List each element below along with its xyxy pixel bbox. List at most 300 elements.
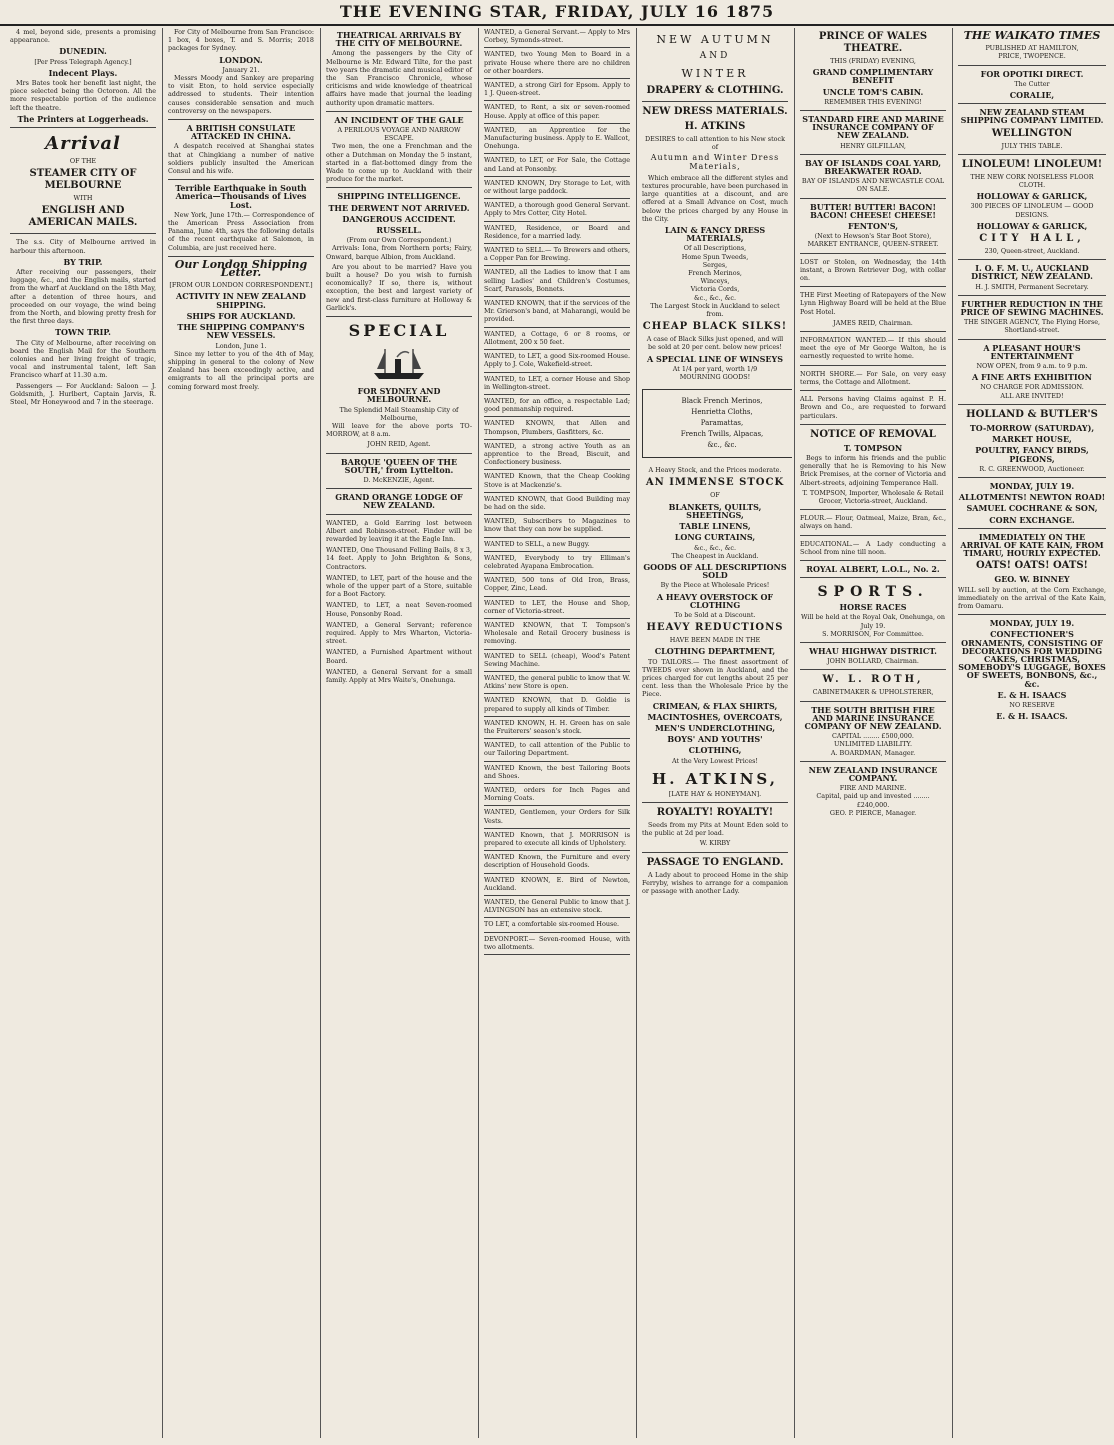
ad-text: 230, Queen-street, Auckland. bbox=[984, 247, 1080, 256]
divider bbox=[484, 123, 630, 124]
ad-heading: BUTTER! BUTTER! BACON! BACON! CHEESE! CHEESE! bbox=[810, 201, 936, 220]
ad-heading: NOTICE OF REMOVAL bbox=[810, 428, 936, 440]
ad-heading: NEW DRESS MATERIALS. bbox=[642, 106, 788, 117]
ad-heading: LINOLEUM! LINOLEUM! bbox=[961, 158, 1103, 170]
ad-text: MOURNING GOODS! bbox=[679, 373, 751, 382]
heading: Terrible Earthquake in South America—Thousands of Lives Lost. bbox=[175, 183, 307, 210]
ad-heading: POULTRY, FANCY BIRDS, PIGEONS, bbox=[975, 445, 1089, 464]
divider bbox=[484, 198, 630, 199]
wanted-ad: WANTED to SELL.— To Brewers and others, a Copper Pan for Brewing. bbox=[484, 246, 630, 263]
ad-text: [LATE HAY & HONEYMAN]. bbox=[668, 789, 762, 798]
paragraph: A Lady about to proceed Home in the ship Ferryby, wishes to arrange for a companion or passage with another Lady. bbox=[642, 870, 788, 895]
wanted-ad: WANTED Known, the best Tailoring Boots and Shoes. bbox=[484, 763, 630, 780]
agent: JOHN REID, Agent. bbox=[367, 440, 431, 449]
subheading: OF THE bbox=[69, 157, 97, 166]
column-rule bbox=[794, 28, 795, 1438]
wanted-ad: WANTED, Residence, or Board and Residence, for a married lady. bbox=[484, 223, 630, 240]
divider bbox=[800, 642, 946, 643]
paragraph: Since my letter to you of the 4th of May, shipping in general to the colony of New Zealand has been exceedingly active, and emigrants to all the principal ports are coming forward most freely. bbox=[168, 349, 314, 391]
ad-heading: ROYALTY! ROYALTY! bbox=[656, 806, 774, 818]
divider bbox=[484, 895, 630, 896]
wanted-ad: WANTED, to LET, a corner House and Shop in Wellington-street. bbox=[484, 374, 630, 391]
mails-heading: ENGLISH AND AMERICAN MAILS. bbox=[28, 205, 138, 229]
divider bbox=[484, 47, 630, 48]
heading: The Printers at Loggerheads. bbox=[17, 113, 149, 124]
ad-text: The Largest Stock in Auckland to select from. bbox=[650, 301, 780, 319]
divider bbox=[484, 176, 630, 177]
wanted-ad: WANTED KNOWN, E. Bird of Newton, Auckland. bbox=[484, 875, 630, 892]
column-4 bbox=[480, 28, 634, 1438]
wanted-ad: WANTED to LET, the House and Shop, corner of Victoria-street. bbox=[484, 598, 630, 615]
wanted-ad: WANTED KNOWN, Dry Storage to Let, with or without large paddock. bbox=[484, 178, 630, 196]
ad-heading: CLOTHING, bbox=[688, 745, 742, 756]
ad-heading: HOLLOWAY & GARLICK, bbox=[976, 191, 1088, 202]
column-rule bbox=[162, 28, 163, 1438]
ad-heading: CONFECTIONER'S ORNAMENTS, CONSISTING OF DECORATIONS FOR WEDDING CAKES, CHRISTMAS, SOMEBODY'S LUGGAGE, BOXES OF SWEETS, BONBONS, &c., &c. bbox=[958, 629, 1106, 689]
ad-text: Home Spun Tweeds, bbox=[681, 252, 749, 261]
ad-heading: A HEAVY OVERSTOCK OF CLOTHING bbox=[656, 591, 774, 610]
divider bbox=[484, 100, 630, 101]
ad-text: Will be held at the Royal Oak, Onehunga, on July 19. bbox=[800, 613, 946, 630]
divider bbox=[958, 477, 1106, 478]
column-rule bbox=[478, 28, 479, 1438]
divider bbox=[326, 453, 472, 454]
paragraph: New York, June 17th.— Correspondence of the American Press Association from Panama, June 4th, says the following details of the recent earthquake at Salomon, in Columbia, are just received here. bbox=[168, 210, 314, 252]
divider bbox=[484, 349, 630, 350]
special-heading: SPECIAL bbox=[348, 321, 450, 341]
ad-text: NO CHARGE FOR ADMISSION. bbox=[980, 383, 1084, 392]
divider bbox=[484, 78, 630, 79]
ad-heading: FURTHER REDUCTION IN THE PRICE OF SEWING MACHINES. bbox=[960, 298, 1104, 318]
divider bbox=[958, 404, 1106, 405]
ad-text: S. MORRISON, For Committee. bbox=[822, 629, 924, 638]
divider bbox=[484, 917, 630, 918]
column-rule bbox=[320, 28, 321, 1438]
column-rule bbox=[952, 28, 953, 1438]
wanted-ad: WANTED, a strong active Youth as an apprentice to the Bread, Biscuit, and Confectionery business. bbox=[484, 441, 630, 467]
column-5 bbox=[638, 28, 792, 1438]
wanted-ad: WANTED KNOWN, that Good Building may be had on the side. bbox=[484, 494, 630, 511]
classified-ad: WANTED, a Gold Earring lost between Albert and Robinson-street. Finder will be rewarded by leaving it at the Eagle Inn. bbox=[326, 518, 472, 543]
wanted-ad: WANTED KNOWN, that Allen and Thompson, Plumbers, Gasfitters, &c. bbox=[484, 419, 630, 436]
column-7 bbox=[954, 28, 1110, 1438]
heading: AN INCIDENT OF THE GALE bbox=[334, 114, 464, 125]
dateline: London, June 1. bbox=[215, 341, 267, 350]
classified-ad: EDUCATIONAL.— A Lady conducting a School from nine till noon. bbox=[800, 539, 946, 556]
mourning-item: French Twills, Alpacas, bbox=[680, 430, 764, 439]
ad-text: &c., &c., &c. bbox=[693, 293, 737, 302]
mourning-item: Paramattas, bbox=[700, 419, 744, 428]
divider bbox=[484, 243, 630, 244]
heading: THEATRICAL ARRIVALS BY THE CITY OF MELBOURNE. bbox=[335, 30, 463, 49]
divider bbox=[484, 221, 630, 222]
divider bbox=[484, 394, 630, 395]
divider bbox=[484, 761, 630, 762]
subheading: A PERILOUS VOYAGE AND NARROW ESCAPE. bbox=[337, 126, 461, 143]
ad-text: Capital, paid up and invested ........ £240,000. bbox=[816, 792, 930, 809]
ad-text: NO RESERVE bbox=[1009, 700, 1055, 709]
wanted-ad: WANTED, for an office, a respectable Lad; good penmanship required. bbox=[484, 396, 630, 414]
merchant-name: H. ATKINS, bbox=[652, 769, 778, 788]
divider bbox=[484, 416, 630, 417]
heading: FOR SYDNEY AND MELBOURNE. bbox=[357, 386, 441, 405]
heading: SHIPS FOR AUCKLAND. bbox=[186, 310, 296, 321]
ad-heading: PRINCE OF WALES THEATRE. bbox=[818, 31, 928, 54]
ad-text: Of all Descriptions, bbox=[683, 244, 747, 253]
arrival-heading: Arrival bbox=[45, 133, 121, 155]
ad-heading: E. & H. ISAACS. bbox=[996, 711, 1068, 722]
wanted-ad: WANTED, the general public to know that W. Atkins' new Store is open. bbox=[484, 673, 630, 691]
wanted-ad: WANTED, to Rent, a six or seven-roomed House. Apply at office of this paper. bbox=[484, 103, 630, 120]
ad-heading: THE WAIKATO TIMES bbox=[963, 29, 1101, 42]
paragraph: Are you about to be married? Have you built a house? Do you wish to furnish economically? If so, there is, without exception, the best and largest variety of new and first-class furniture at Holloway & Garlick's. bbox=[326, 262, 472, 312]
divider bbox=[800, 390, 946, 391]
ad-text: PRICE, TWOPENCE. bbox=[998, 52, 1066, 61]
divider bbox=[484, 551, 630, 552]
divider bbox=[326, 316, 472, 317]
ad-heading: AND bbox=[699, 51, 731, 61]
heading: TOWN TRIP. bbox=[55, 327, 111, 338]
ad-heading: PASSAGE TO ENGLAND. bbox=[646, 856, 784, 868]
heading: BARQUE 'QUEEN OF THE SOUTH,' from Lyttelton. bbox=[340, 456, 458, 475]
wanted-ad: WANTED, orders for Inch Pages and Morning Coats. bbox=[484, 786, 630, 803]
ad-heading: HOLLAND & BUTLER'S bbox=[966, 408, 1098, 420]
divider bbox=[958, 65, 1106, 66]
ad-heading: AN IMMENSE STOCK bbox=[645, 477, 785, 489]
column-rule bbox=[636, 28, 637, 1438]
ad-text: To be Sold at a Discount. bbox=[674, 610, 756, 619]
subheading: (From our Own Correspondent.) bbox=[346, 236, 452, 245]
classified-ad: FLOUR.— Flour, Oatmeal, Maize, Bran, &c., always on hand. bbox=[800, 514, 946, 531]
column-3 bbox=[322, 28, 476, 1438]
ad-text: Winceys, bbox=[700, 277, 730, 286]
wanted-ad: WANTED, a thorough good General Servant. Apply to Mrs Cotter, City Hotel. bbox=[484, 201, 630, 218]
heading: ACTIVITY IN NEW ZEALAND SHIPPING. bbox=[176, 291, 306, 310]
divider bbox=[642, 802, 788, 803]
ad-heading: STANDARD FIRE AND MARINE INSURANCE COMPANY OF NEW ZEALAND. bbox=[802, 114, 944, 141]
wanted-ad: WANTED to SELL, a new Buggy. bbox=[484, 539, 590, 548]
wanted-ad: WANTED, Gentlemen, your Orders for Silk Vests. bbox=[484, 808, 630, 825]
divider bbox=[958, 339, 1106, 340]
wanted-ad: WANTED Known, the Furniture and every description of Household Goods. bbox=[484, 853, 630, 870]
divider bbox=[484, 296, 630, 297]
wanted-ad: WANTED, to LET, or For Sale, the Cottage and Land at Ponsonby. bbox=[484, 156, 630, 173]
divider bbox=[800, 577, 946, 578]
ad-heading: IMMEDIATELY ON THE ARRIVAL OF KATE KAIN, FROM TIMARU, HOURLY EXPECTED. bbox=[960, 531, 1104, 559]
paragraph: TO TAILORS.— The finest assortment of TWEEDS ever shown in Auckland, and the prices charged for cut lengths about 25 per cent. less than the Wholesale Price by the Piece. bbox=[642, 657, 788, 699]
ad-heading: FENTON'S, bbox=[847, 221, 899, 232]
heading: DUNEDIN. bbox=[59, 46, 107, 57]
ad-heading: A SPECIAL LINE OF WINSEYS bbox=[646, 353, 783, 364]
wanted-ad: TO LET, a comfortable six-roomed House. bbox=[484, 920, 620, 929]
divider bbox=[168, 256, 314, 257]
ad-heading: WINTER bbox=[681, 67, 749, 80]
classified-ad: LOST or Stolen, on Wednesday, the 14th instant, a Brown Retriever Dog, with collar on. bbox=[800, 257, 946, 283]
ad-text: At 1/4 per yard, worth 1/9 bbox=[672, 364, 758, 373]
ad-text: A. BOARDMAN, Manager. bbox=[830, 748, 916, 757]
ad-heading: WHAU HIGHWAY DISTRICT. bbox=[809, 645, 937, 656]
divider bbox=[326, 488, 472, 489]
heading: Indecent Plays. bbox=[48, 67, 118, 78]
divider bbox=[484, 932, 630, 933]
divider bbox=[800, 669, 946, 670]
classified-ad: WANTED, a General Servant for a small family. Apply at Mrs Waite's, Onehunga. bbox=[326, 667, 472, 684]
wanted-ad: DEVONPORT.— Seven-roomed House, with two allotments. bbox=[484, 934, 630, 951]
ad-text: UNLIMITED LIABILITY. bbox=[834, 740, 912, 749]
ad-heading: SPORTS. bbox=[817, 584, 929, 601]
ad-heading: MARKET HOUSE, bbox=[992, 434, 1072, 445]
divider bbox=[484, 618, 630, 619]
paragraph: After receiving our passengers, their luggage, &c., and the English mails, started from the wharf at Auckland on the 18th May, after a detention of three hours, and proceeded on our voyage, the wind being from the North, and blowing pretty fresh for the first three days. bbox=[10, 268, 156, 326]
divider bbox=[484, 492, 630, 493]
ad-text: A case of Black Silks just opened, and will be sold at 20 per cent. below new prices! bbox=[646, 335, 784, 352]
column-1 bbox=[6, 28, 160, 1438]
heading: BY TRIP. bbox=[63, 256, 103, 267]
paragraph: Will leave for the above ports TO-MORROW, at 8 a.m. bbox=[326, 421, 472, 439]
classified-ad: WILL sell by auction, at the Corn Exchange, immediately on the arrival of the Kate Kain, from Oamaru. bbox=[958, 585, 1106, 610]
ad-text: W. KIRBY bbox=[699, 839, 731, 848]
ad-text: CAPITAL ........ £500,000. bbox=[832, 732, 914, 741]
wanted-ad: WANTED Known, that the Cheap Cooking Stove is at Mackenzie's. bbox=[484, 472, 630, 489]
divider bbox=[484, 671, 630, 672]
divider bbox=[168, 179, 314, 180]
ad-heading: TABLE LINENS, bbox=[679, 521, 751, 532]
wanted-ad: WANTED, a Cottage, 6 or 8 rooms, or Allotment, 200 x 50 feet. bbox=[484, 329, 630, 346]
ad-heading: MONDAY, JULY 19. bbox=[989, 480, 1075, 491]
wanted-ad: WANTED, an Apprentice for the Manufacturing business. Apply to E. Wallcot, Onehunga. bbox=[484, 125, 631, 151]
ad-heading: MACINTOSHES, OVERCOATS, bbox=[647, 711, 783, 722]
ad-text: HAVE BEEN MADE IN THE bbox=[669, 636, 761, 645]
wanted-ad: WANTED, Subscribers to Magazines to know that they can now be supplied. bbox=[484, 517, 630, 534]
ad-text: Victoria Cords, bbox=[690, 285, 740, 294]
ad-heading: NEW ZEALAND INSURANCE COMPANY. bbox=[808, 764, 938, 783]
ad-heading: A PLEASANT HOUR'S ENTERTAINMENT bbox=[983, 342, 1081, 361]
paragraph: The City of Melbourne, after receiving on board the English Mail for the Southern colonies and her living freight of tragic, vocal and instrumental talent, left San Francisco wharf at 11.30 a.m. bbox=[10, 338, 156, 380]
ad-heading: GRAND COMPLIMENTARY BENEFIT bbox=[812, 67, 934, 86]
classified-ad: NORTH SHORE.— For Sale, on very easy terms, the Cottage and Allotment. bbox=[800, 369, 946, 386]
mourning-goods-box bbox=[642, 389, 792, 458]
divider bbox=[484, 954, 630, 955]
ad-text: R. C. GREENWOOD, Auctioneer. bbox=[979, 464, 1085, 473]
ad-heading: DRAPERY & CLOTHING. bbox=[646, 85, 784, 96]
wanted-ad: WANTED, Everybody to try Elliman's celebrated Ayapana Embrocation. bbox=[484, 553, 630, 570]
wanted-ad: WANTED KNOWN, that if the services of the Mr. Grierson's band, at Maharangi, would be provided. bbox=[484, 299, 630, 324]
ad-heading: NEW ZEALAND STEAM SHIPPING COMPANY LIMITED. bbox=[960, 107, 1104, 126]
ad-text: French Merinos, bbox=[688, 269, 742, 278]
divider bbox=[168, 119, 314, 120]
ship-name: The Splendid Mail Steamship City of Melbourne, bbox=[339, 405, 459, 422]
ad-heading: LAIN & FANCY DRESS MATERIALS, bbox=[664, 225, 766, 244]
ad-text: THIS (FRIDAY) EVENING, bbox=[830, 57, 916, 65]
divider bbox=[326, 187, 472, 188]
ad-text: JULY THIS TABLE. bbox=[1001, 141, 1063, 150]
masthead: THE EVENING STAR, FRIDAY, JULY 16 1875 bbox=[0, 0, 1114, 26]
divider bbox=[800, 286, 946, 287]
ad-heading: SAMUEL COCHRANE & SON, bbox=[966, 503, 1098, 514]
divider bbox=[800, 509, 946, 510]
ad-heading: OATS! OATS! OATS! bbox=[976, 560, 1088, 572]
mourning-item: Henrietta Cloths, bbox=[691, 408, 753, 417]
divider bbox=[958, 295, 1106, 296]
paragraph: Mrs Bates took her benefit last night, the piece selected being the Octoroon. All the more respectable portion of the audience left the theatre. bbox=[10, 79, 156, 112]
divider bbox=[484, 153, 630, 154]
ad-heading: ROYAL ALBERT, L.O.L., No. 2. bbox=[806, 563, 940, 574]
ad-heading: HEAVY REDUCTIONS bbox=[646, 622, 784, 634]
steamship-icon bbox=[369, 343, 429, 383]
wanted-ad: WANTED Known, that J. MORRISON is prepared to execute all kinds of Upholstery. bbox=[484, 830, 630, 848]
divider bbox=[800, 198, 946, 199]
divider bbox=[484, 537, 630, 538]
subheading: [FROM OUR LONDON CORRESPONDENT.] bbox=[169, 281, 313, 290]
ad-text: &c., &c., &c. bbox=[693, 543, 737, 552]
paragraph: Messrs Moody and Sankey are preparing to visit Eton, to hold service especially addressed to students. Their intention causes considerable sensation and much controversy on the newspapers. bbox=[168, 74, 314, 115]
wanted-ad: WANTED, the General Public to know that J. ALVINGSON has an extensive stock. bbox=[484, 898, 630, 915]
divider bbox=[800, 365, 946, 366]
classified-ad: WANTED, to LET, part of the house and the whole of the upper part of a Store, suitable for a Boot Factory. bbox=[326, 573, 472, 599]
divider bbox=[800, 331, 946, 332]
classified-ad: WANTED, a Furnished Apartment without Board. bbox=[326, 648, 472, 665]
ad-text: Serges, bbox=[702, 260, 728, 269]
divider bbox=[800, 761, 946, 762]
wanted-ad: WANTED to SELL (cheap), Wood's Patent Sewing Machine. bbox=[484, 651, 630, 668]
wanted-ad: WANTED, a General Servant.— Apply to Mrs Corbey, Symonds-street. bbox=[484, 28, 630, 45]
divider bbox=[800, 424, 946, 425]
ad-text: T. TOMPSON, Importer, Wholesale & Retail Grocer, Victoria-street, Auckland. bbox=[802, 488, 944, 505]
ad-text: H. J. SMITH, Permanent Secretary. bbox=[975, 282, 1089, 291]
ad-text: THE SINGER AGENCY, The Flying Horse, Shortland-street. bbox=[963, 318, 1101, 335]
ad-text: The Cutter bbox=[1014, 79, 1050, 88]
divider bbox=[484, 738, 630, 739]
subheading: [Per Press Telegraph Agency.] bbox=[34, 57, 132, 66]
ad-heading: ALLOTMENTS! NEWTON ROAD! bbox=[958, 492, 1106, 503]
divider bbox=[958, 103, 1106, 104]
wanted-ad: WANTED, to call attention of the Public to our Tailoring Department. bbox=[484, 741, 630, 758]
heading: GRAND ORANGE LODGE OF NEW ZEALAND. bbox=[335, 492, 463, 511]
wanted-ad: WANTED KNOWN, that D. Goldie is prepared to supply all kinds of Timber. bbox=[484, 696, 630, 713]
divider bbox=[484, 265, 630, 266]
paragraph: A despatch received at Shanghai states that at Chingkiang a number of native soldiers publicly insulted the American Consul and his wife. bbox=[168, 142, 314, 176]
ad-text: ALL ARE INVITED! bbox=[1000, 391, 1064, 400]
ad-heading: CHEAP BLACK SILKS! bbox=[642, 321, 788, 333]
mourning-item: Black French Merinos, bbox=[681, 397, 763, 406]
ad-heading: CITY HALL, bbox=[979, 233, 1085, 245]
newspaper-columns bbox=[6, 28, 1110, 1438]
ad-text: DESIRES to call attention to his New stock of bbox=[645, 135, 785, 152]
ad-text: The Cheapest in Auckland. bbox=[671, 551, 759, 560]
ad-text: CABINETMAKER & UPHOLSTERER, bbox=[812, 688, 934, 697]
divider bbox=[484, 693, 630, 694]
ad-text: JAMES REID, Chairman. bbox=[833, 318, 913, 327]
divider bbox=[484, 828, 630, 829]
divider bbox=[484, 716, 630, 717]
heading: RUSSELL. bbox=[376, 225, 422, 236]
paragraph: Among the passengers by the City of Melbourne is Mr. Edward Tilte, for the past two years the dramatic and musical editor of the San Francisco Chronicle, whose criticisms and wide knowledge of theatrical affairs have made that journal the leading authority upon dramatic matters. bbox=[326, 49, 472, 107]
heading: LONDON. bbox=[219, 54, 263, 65]
ad-heading: T. TOMPSON bbox=[843, 442, 903, 453]
divider bbox=[484, 596, 630, 597]
wanted-ad: WANTED, two Young Men to Board in a private House where there are no children or other boarders. bbox=[484, 50, 630, 75]
ad-text: (Next to Hewson's Star Boot Store), MARKET ENTRANCE, QUEEN-STREET. bbox=[807, 232, 939, 249]
divider bbox=[800, 535, 946, 536]
ad-heading: BOYS' AND YOUTHS' bbox=[667, 734, 763, 745]
divider bbox=[484, 649, 630, 650]
paragraph: Which embrace all the different styles and textures procurable, have been purchased in large quantities at a discount, and are offered at a Small Advance on Cost, much below the prices charged by any House in the City. bbox=[642, 173, 788, 223]
paragraph: Passengers — For Auckland: Saloon — J. Goldsmith, J. Hurlbert, Captain Jarvis, R. Steel, Mr Honeywood and 7 in the steerage. bbox=[10, 381, 156, 407]
ad-heading: A FINE ARTS EXHIBITION bbox=[972, 372, 1092, 383]
ad-text: BAY OF ISLANDS AND NEWCASTLE COAL ON SALE. bbox=[801, 177, 945, 194]
ad-text: THE NEW CORK NOISELESS FLOOR CLOTH. bbox=[970, 172, 1094, 190]
wanted-ad: WANTED, 500 tons of Old Iron, Brass, Copper, Zinc, Lead. bbox=[484, 576, 630, 593]
wanted-ad: WANTED, a strong Girl for Epsom. Apply to 1 J. Queen-street. bbox=[484, 81, 630, 98]
ad-heading: E. & H. ISAACS bbox=[997, 689, 1067, 700]
ad-heading: I. O. F. M. U., AUCKLAND DISTRICT, NEW ZEALAND. bbox=[971, 263, 1093, 282]
paragraph: Two men, the one a Frenchman and the other a Dutchman on Monday the 5 instant, started in a flat-bottomed dingy from the Wade to come up to Auckland with their produce for the market. bbox=[326, 142, 472, 184]
ad-heading: HORSE RACES bbox=[839, 602, 907, 613]
divider bbox=[326, 514, 472, 515]
divider bbox=[484, 514, 630, 515]
ad-heading: MONDAY, JULY 19. bbox=[989, 618, 1075, 629]
ad-text: REMEMBER THIS EVENING! bbox=[824, 97, 922, 106]
classified-ad: WANTED, One Thousand Felling Bails, 8 x 3, 14 feet. Apply to John Brighton & Sons, Contractors. bbox=[326, 546, 472, 571]
ad-text: GEO. P. PIERCE, Manager. bbox=[829, 808, 917, 817]
classified-ad: INFORMATION WANTED.— If this should meet the eye of Mr George Walton, he is earnestly requested to write home. bbox=[800, 336, 946, 361]
divider bbox=[642, 852, 788, 853]
ad-heading: CORALIE, bbox=[1009, 90, 1055, 101]
ad-text: HENRY GILFILLAN, bbox=[840, 141, 906, 150]
wanted-ad: WANTED KNOWN, that T. Tompson's Wholesale and Retail Grocery business is removing. bbox=[484, 620, 630, 646]
paragraph: Begs to inform his friends and the public generally that he is Removing to his New Brick Premises, at the corner of Victoria and Albert-streets, adjoining Temperance Hall. bbox=[800, 453, 946, 487]
divider bbox=[484, 805, 630, 806]
merchant-name: H. ATKINS bbox=[684, 121, 746, 132]
ad-heading: GEO. W. BINNEY bbox=[994, 574, 1070, 585]
ad-text: OF bbox=[710, 491, 720, 500]
divider bbox=[10, 233, 156, 234]
dateline: January 21. bbox=[222, 65, 260, 74]
divider bbox=[800, 110, 946, 111]
heading: THE SHIPPING COMPANY'S NEW VESSELS. bbox=[177, 322, 305, 341]
ad-heading: FOR OPOTIKI DIRECT. bbox=[980, 68, 1084, 79]
ad-heading: CLOTHING DEPARTMENT, bbox=[654, 646, 776, 657]
paragraph: Arrivals: Iona, from Northern ports; Fairy, Onward, barque Albion, from Auckland. bbox=[326, 244, 472, 261]
paragraph: Seeds from my Pits at Mount Eden sold to the public at 2d per load. bbox=[642, 820, 788, 838]
classified-ad: THE First Meeting of Ratepayers of the New Lynn Highway Board will be held at the Blue Post Hotel. bbox=[800, 291, 946, 316]
heading: DANGEROUS ACCIDENT. bbox=[342, 213, 456, 224]
ad-heading: THE SOUTH BRITISH FIRE AND MARINE INSURANCE COMPANY OF NEW ZEALAND. bbox=[804, 704, 942, 731]
ad-heading: LONG CURTAINS, bbox=[674, 532, 756, 543]
ad-text: Autumn and Winter Dress Materials, bbox=[650, 153, 780, 171]
wanted-ads-list bbox=[484, 28, 630, 955]
ad-heading: CRIMEAN, & FLAX SHIRTS, bbox=[652, 700, 778, 711]
column-2 bbox=[164, 28, 318, 1438]
agent: D. McKENZIE, Agent. bbox=[363, 475, 435, 484]
ad-text: By the Piece at Wholesale Prices! bbox=[660, 581, 770, 590]
classified-ad: ALL Persons having Claims against P. H. Brown and Co., are requested to forward particulars. bbox=[800, 395, 946, 420]
divider bbox=[642, 101, 788, 102]
ad-heading: MEN'S UNDERCLOTHING, bbox=[654, 722, 776, 733]
paragraph: 4 mel, beyond side, presents a promising appearance. bbox=[10, 28, 156, 45]
ad-heading: W. L. ROTH, bbox=[822, 674, 924, 686]
wanted-ad: WANTED, to LET, a good Six-roomed House. Apply to J. Cole, Wakefield-street. bbox=[484, 352, 630, 369]
divider bbox=[958, 259, 1106, 260]
divider bbox=[484, 469, 630, 470]
ad-text: FIRE AND MARINE. bbox=[839, 784, 907, 793]
column-6 bbox=[796, 28, 950, 1438]
ad-text: 300 PIECES OF LINOLEUM — GOOD DESIGNS. bbox=[970, 202, 1094, 219]
ad-text: PUBLISHED AT HAMILTON, bbox=[985, 44, 1079, 53]
ad-heading: WELLINGTON bbox=[991, 127, 1073, 139]
ad-heading: GOODS OF ALL DESCRIPTIONS SOLD bbox=[643, 561, 787, 581]
divider bbox=[800, 560, 946, 561]
